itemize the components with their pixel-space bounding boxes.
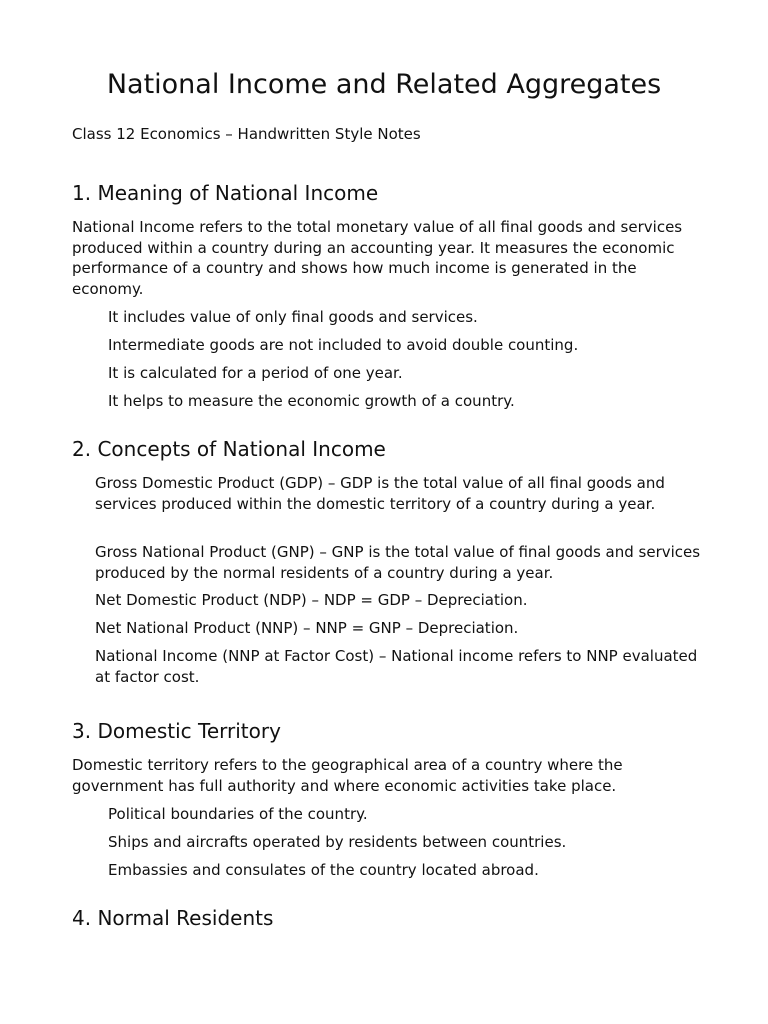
list-item: Ships and aircrafts operated by residents between countries.	[108, 833, 567, 851]
section-heading-concepts: 2. Concepts of National Income	[72, 437, 386, 461]
section-heading-normal-residents: 4. Normal Residents	[72, 906, 274, 930]
list-item: Embassies and consulates of the country located abroad.	[108, 861, 539, 879]
concept-item-gdp: Gross Domestic Product (GDP) – GDP is the total value of all final goods and services produced within the domestic territory of a country during a year.	[95, 474, 665, 513]
section-paragraph-meaning: National Income refers to the total monetary value of all final goods and services produced within a country during an accounting year. It measures the economic performance of a country and shows how much income is generated in the economy.	[72, 218, 683, 299]
concept-item-national-income: National Income (NNP at Factor Cost) – National income refers to NNP evaluated at factor cost.	[95, 647, 698, 686]
section-paragraph-domestic-territory: Domestic territory refers to the geographical area of a country where the government has full authority and where economic activities take place.	[72, 756, 623, 795]
section-heading-meaning: 1. Meaning of National Income	[72, 181, 379, 205]
list-item: It includes value of only final goods and services.	[108, 308, 478, 326]
document-subtitle: Class 12 Economics – Handwritten Style Notes	[72, 125, 421, 143]
list-item: Intermediate goods are not included to avoid double counting.	[108, 336, 579, 354]
list-item: It helps to measure the economic growth of a country.	[108, 392, 515, 410]
section-heading-domestic-territory: 3. Domestic Territory	[72, 719, 281, 743]
list-item: Political boundaries of the country.	[108, 805, 368, 823]
document-title: National Income and Related Aggregates	[106, 69, 662, 100]
list-item: It is calculated for a period of one year.	[108, 364, 403, 382]
concept-item-ndp: Net Domestic Product (NDP) – NDP = GDP – Depreciation.	[95, 591, 528, 609]
concept-item-gnp: Gross National Product (GNP) – GNP is the total value of final goods and services produced by the normal residents of a country during a year.	[95, 543, 701, 582]
concept-item-nnp: Net National Product (NNP) – NNP = GNP – Depreciation.	[95, 619, 519, 637]
